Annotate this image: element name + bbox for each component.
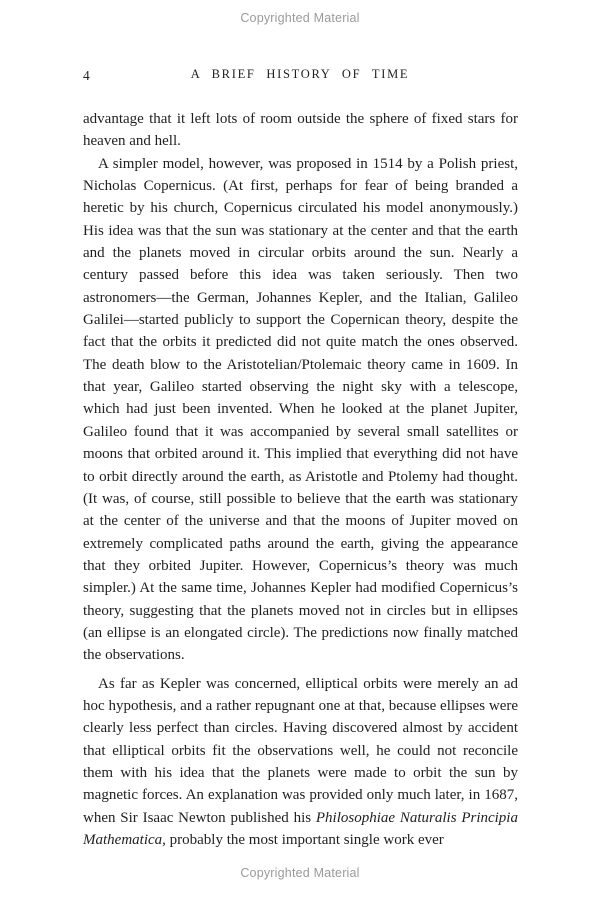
paragraph-kepler-text: As far as Kepler was concerned, elliptical orbits were merely an ad hoc hypothesis, and a rather repugnant one at that, because ellipses were clearly less perfect than circles. Having discovered almost by accident that elliptical orbits fit the observations well, he could not reconcile them with his idea that the planets were made to orbit the sun by magnetic forces. An explanation was provided only much later, in 1687, when Sir Isaac Newton published his xyxy=(83,675,518,826)
copyright-notice-bottom: Copyrighted Material xyxy=(240,866,360,880)
page-header xyxy=(83,67,517,85)
running-header: A BRIEF HISTORY OF TIME xyxy=(190,67,410,81)
paragraph-continuation: advantage that it left lots of room outside the sphere of fixed stars for heaven and hell. xyxy=(83,111,518,150)
paragraph-copernicus: A simpler model, however, was proposed in 1514 by a Polish priest, Nicholas Copernicus. (At first, perhaps for fear of being branded a heretic by his church, Copernicus circulated his model anonymously.) His idea was that the sun was stationary at the center and that the earth and the planets moved in circular orbits around the sun. Nearly a century passed before this idea was taken seriously. Then two astronomers—the German, Johannes Kepler, and the Italian, Galileo Galilei—started publicly to support the Copernican theory, despite the fact that the orbits it predicted did not quite match the ones observed. The death blow to the Aristotelian/Ptolemaic theory came in 1609. In that year, Galileo started observing the night sky with a telescope, which had just been invented. When he looked at the planet Jupiter, Galileo found that it was accompanied by several small satellites or moons that orbited around it. This implied that everything did not have to orbit directly around the earth, as Aristotle and Ptolemy had thought. (It was, of course, still possible to believe that the earth was stationary at the center of the universe and that the moons of Jupiter moved on extremely complicated paths around the earth, giving the appearance that they orbited Jupiter. However, Copernicus’s theory was much simpler.) At the same time, Johannes Kepler had modified Copernicus’s theory, suggesting that the planets moved not in circles but in ellipses (an ellipse is an elongated circle). The predictions now finally matched the observations. xyxy=(83,155,518,664)
copyright-notice-top: Copyrighted Material xyxy=(240,11,360,25)
page-number: 4 xyxy=(83,68,90,83)
body-text xyxy=(83,108,518,851)
paragraph-kepler-text-cont: probably the most important single work ever xyxy=(165,832,444,848)
paragraph-kepler xyxy=(83,673,518,852)
book-title-italic: Philosophiae Naturalis Principia Mathematica, xyxy=(83,809,518,848)
